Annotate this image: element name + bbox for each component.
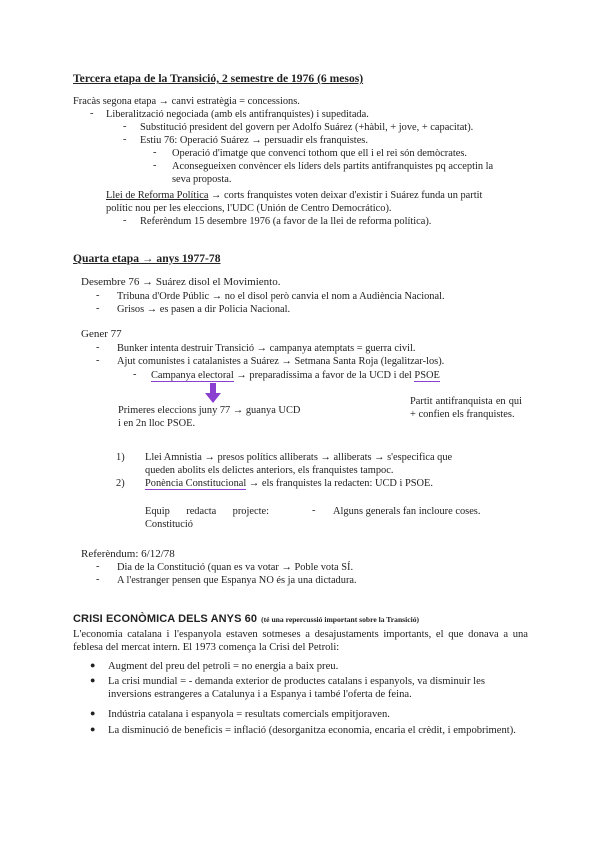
intro-line: Fracàs segona etapa → canvi estratègia = concessions. xyxy=(73,96,300,107)
dash-marker: - xyxy=(96,342,100,353)
ponencia-text: → els franquistes la redacten: UCD i PSOE. xyxy=(246,478,434,489)
down-arrow-icon xyxy=(205,383,221,403)
campanya-text: → preparadíssima a favor de la UCD i del xyxy=(233,370,415,381)
list-item-campanya xyxy=(151,369,440,382)
numbered-marker: 2) xyxy=(116,478,125,489)
bullet-item: La crisi mundial = - demanda exterior de productes catalans i espanyols, va disminuir les inversions estrangeres a Catalunya i a Espanya i també l'oferta de feina. xyxy=(108,676,485,701)
section-title-quarta-etapa: Quarta etapa → anys 1977-78 xyxy=(73,252,221,265)
list-item: Referèndum 15 desembre 1976 (a favor de la llei de reforma política). xyxy=(140,216,432,227)
numbered-item-continuation: queden abolits els delictes anteriors, els franquistes tampoc. xyxy=(145,465,394,476)
partit-antifranquista-note: Partit antifranquista en qui + confien els franquistes. xyxy=(410,396,522,420)
bullet-item: Indústria catalana i espanyola = resultats comercials empitjoraven. xyxy=(108,709,390,720)
subheading-gener: Gener 77 xyxy=(81,328,122,340)
bullet-item: La disminució de beneficis = inflació (desorganitza economia, encaria el crèdit, i empobriment). xyxy=(108,725,516,736)
dash-marker: - xyxy=(123,215,127,226)
subheading-desembre: Desembre 76 → Suárez disol el Movimiento. xyxy=(81,276,281,288)
list-item: Aconsegueixen convèncer els líders dels partits antifranquistes pq acceptin la xyxy=(172,161,494,172)
dash-marker: - xyxy=(153,160,157,171)
dash-marker: - xyxy=(96,355,100,366)
dash-marker: - xyxy=(90,108,94,119)
bullet-marker: ● xyxy=(90,675,96,685)
crisi-title: CRISI ECONÒMICA DELS ANYS 60 xyxy=(73,613,258,625)
list-item: Tribuna d'Orde Públic → no el disol però canvia el nom a Audiència Nacional. xyxy=(117,291,445,302)
dash-marker: - xyxy=(96,303,100,314)
ponencia-label: Ponència Constitucional xyxy=(145,478,247,489)
alguns-note: Alguns generals fan incloure coses. xyxy=(333,506,481,517)
list-item: Grisos → es pasen a dir Policia Nacional. xyxy=(117,304,291,315)
numbered-marker: 1) xyxy=(116,452,125,463)
list-item: Dia de la Constitució (quan es va votar → Poble vota SÍ. xyxy=(117,562,354,573)
reform-line-2: polític nou per les eleccions, l'UDC (Unión de Centro Democrático). xyxy=(106,203,392,214)
dash-marker: - xyxy=(123,134,127,145)
list-item: A l'estranger pensen que Espanya NO és ja una dictadura. xyxy=(117,575,357,586)
reform-text: → corts franquistes voten deixar d'existir i Suárez funda un partit xyxy=(208,190,483,201)
dash-marker: - xyxy=(96,561,100,572)
dash-marker: - xyxy=(96,574,100,585)
crisi-paragraph: L'economia catalana i l'espanyola estaven sotmeses a desajustaments importants, el que donava a una feblesa del mercat intern. El 1973 comença la Crisi del Petroli: xyxy=(73,629,528,654)
subheading-referendum: Referèndum: 6/12/78 xyxy=(81,548,175,560)
bullet-item: Augment del preu del petroli = no energia a baix preu. xyxy=(108,661,339,672)
crisi-subtitle: (té una repercussió important sobre la Transició) xyxy=(261,615,420,624)
list-item: Ajut comunistes i catalanistes a Suárez → Setmana Santa Roja (legalitzar-los). xyxy=(117,356,445,367)
numbered-item: Llei Amnistia → presos polítics alliberats → alliberats → s'especifica que xyxy=(145,452,453,463)
list-item: Operació d'imatge que convencí tothom que ell i el rei són demòcrates. xyxy=(172,148,468,159)
eleccions-line-1: Primeres eleccions juny 77 → guanya UCD xyxy=(118,405,301,416)
campanya-label: Campanya electoral xyxy=(151,370,234,381)
numbered-item-ponencia xyxy=(145,477,433,490)
eleccions-line-2: i en 2n lloc PSOE. xyxy=(118,418,196,429)
dash-marker: - xyxy=(153,147,157,158)
list-item: Liberalització negociada (amb els antifranquistes) i supeditada. xyxy=(106,109,369,120)
psoe-label: PSOE xyxy=(414,370,440,381)
list-item: Substitució president del govern per Adolfo Suárez (+hàbil, + jove, + capacitat). xyxy=(140,122,474,133)
dash-marker: - xyxy=(96,290,100,301)
section-title-crisi xyxy=(73,609,419,627)
dash-marker: - xyxy=(312,505,316,516)
list-item: Bunker intenta destruir Transició → campanya atemptats = guerra civil. xyxy=(117,343,416,354)
bullet-marker: ● xyxy=(90,724,96,734)
bullet-marker: ● xyxy=(90,660,96,670)
bullet-marker: ● xyxy=(90,708,96,718)
section-title-tercera-etapa: Tercera etapa de la Transició, 2 semestre de 1976 (6 mesos) xyxy=(73,72,364,85)
list-item: Estiu 76: Operació Suárez → persuadir els franquistes. xyxy=(140,135,368,146)
dash-marker: - xyxy=(123,121,127,132)
reform-label: Llei de Reforma Política xyxy=(106,190,209,201)
equip-note: Equip redacta projecte: Constitució xyxy=(145,506,269,530)
list-item-continuation: seva proposta. xyxy=(172,174,232,185)
dash-marker: - xyxy=(133,369,137,380)
reform-line xyxy=(106,189,482,202)
